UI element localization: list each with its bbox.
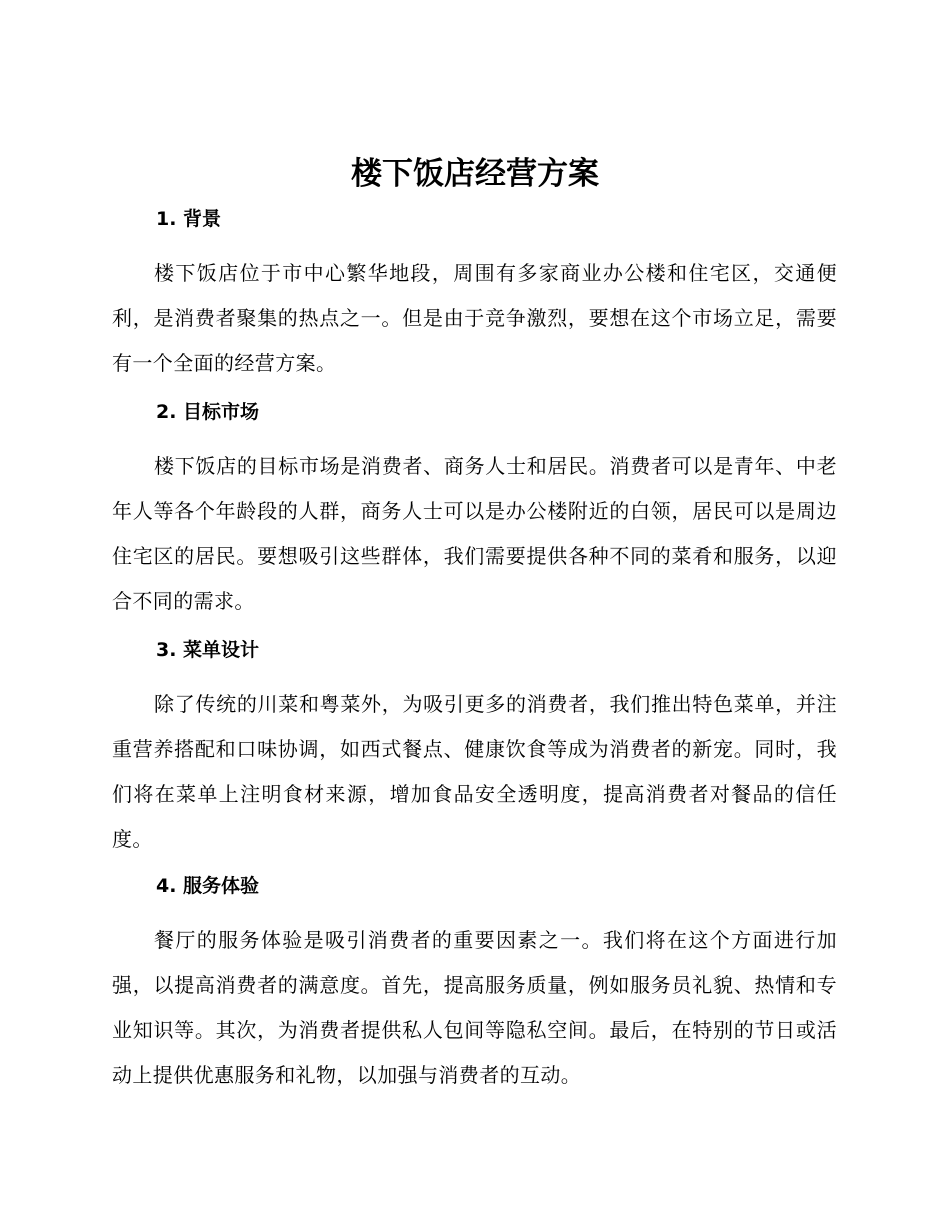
section-heading: 3. 菜单设计 bbox=[156, 639, 260, 661]
section-paragraph: 楼下饭店的目标市场是消费者、商务人士和居民。消费者可以是青年、中老年人等各个年龄段的人群，商务人士可以是办公楼附近的白领，居民可以是周边住宅区的居民。要想吸引这些群体，我们需要提供各种不同的菜肴和服务，以迎合不同的需求。 bbox=[112, 454, 837, 613]
section-heading: 2. 目标市场 bbox=[156, 401, 260, 423]
section-background bbox=[112, 205, 837, 386]
document-title: 楼下饭店经营方案 bbox=[351, 156, 599, 192]
section-paragraph: 除了传统的川菜和粤菜外，为吸引更多的消费者，我们推出特色菜单，并注重营养搭配和口味协调，如西式餐点、健康饮食等成为消费者的新宠。同时，我们将在菜单上注明食材来源，增加食品安全透明度，提高消费者对餐品的信任度。 bbox=[112, 692, 837, 851]
section-paragraph: 餐厅的服务体验是吸引消费者的重要因素之一。我们将在这个方面进行加强，以提高消费者的满意度。首先，提高服务质量，例如服务员礼貌、热情和专业知识等。其次，为消费者提供私人包间等隐私空间。最后，在特别的节日或活动上提供优惠服务和礼物，以加强与消费者的互动。 bbox=[112, 928, 837, 1087]
section-heading: 1. 背景 bbox=[156, 208, 222, 230]
section-heading: 4. 服务体验 bbox=[156, 875, 260, 897]
section-service-experience bbox=[112, 872, 837, 1098]
section-menu-design bbox=[112, 636, 837, 862]
section-target-market bbox=[112, 398, 837, 624]
section-paragraph: 楼下饭店位于市中心繁华地段，周围有多家商业办公楼和住宅区，交通便利，是消费者聚集的热点之一。但是由于竞争激烈，要想在这个市场立足，需要有一个全面的经营方案。 bbox=[112, 261, 837, 375]
